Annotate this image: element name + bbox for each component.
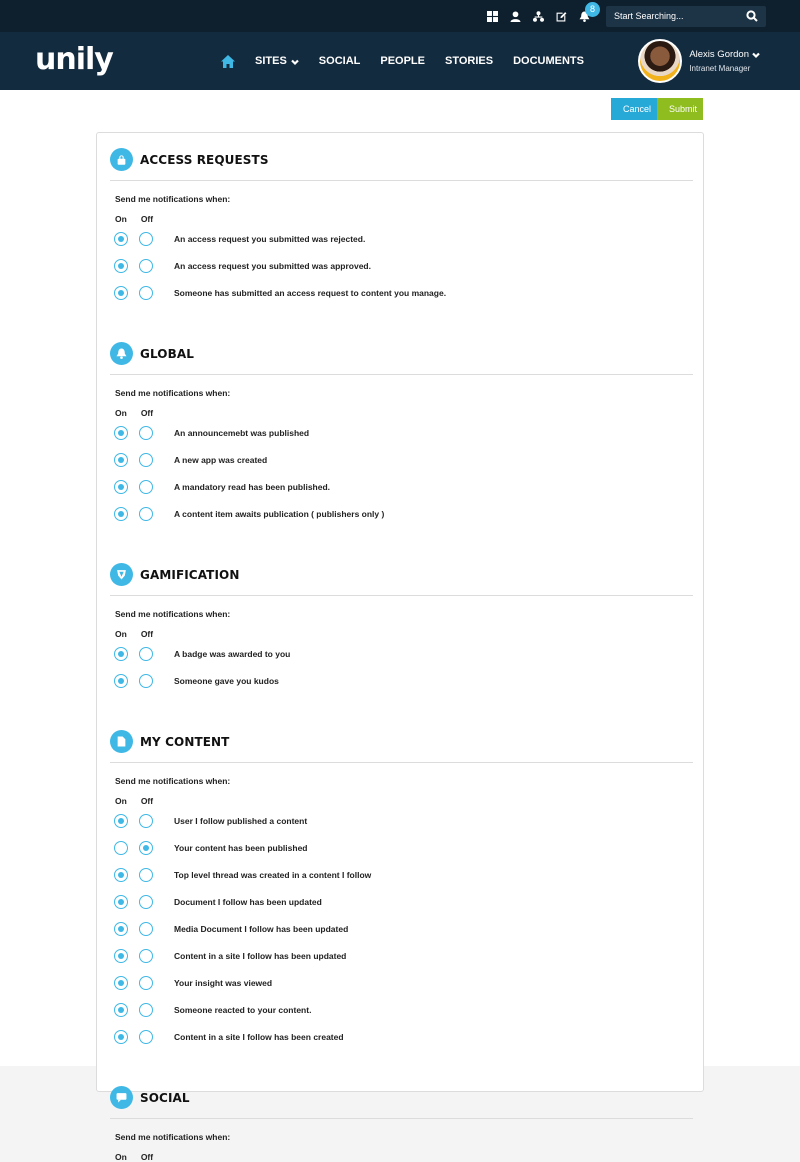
send-me-label: Send me notifications when:	[115, 1132, 231, 1142]
notification-row	[114, 507, 674, 521]
submit-button[interactable]: Submit	[657, 98, 703, 120]
on-radio[interactable]	[114, 949, 128, 963]
section-header	[110, 148, 269, 171]
notification-label: An announcemebt was published	[174, 428, 310, 438]
notification-row	[114, 286, 674, 300]
on-radio[interactable]	[114, 814, 128, 828]
section-header	[110, 1086, 190, 1109]
notification-row	[114, 480, 674, 494]
grid-icon[interactable]	[487, 11, 498, 22]
section-title: GLOBAL	[140, 346, 194, 361]
on-off-header	[115, 629, 153, 639]
off-radio[interactable]	[139, 507, 153, 521]
off-radio[interactable]	[139, 674, 153, 688]
on-label: On	[115, 796, 127, 806]
nav-item-stories[interactable]: STORIES	[444, 55, 494, 67]
on-radio[interactable]	[114, 895, 128, 909]
section-divider	[110, 762, 693, 763]
off-radio[interactable]	[139, 259, 153, 273]
notification-row	[114, 426, 674, 440]
on-radio[interactable]	[114, 259, 128, 273]
notification-label: Someone has submitted an access request to content you manage.	[174, 288, 447, 298]
user-icon[interactable]	[510, 11, 521, 22]
notification-row	[114, 868, 674, 882]
off-label: Off	[140, 796, 154, 806]
notification-row	[114, 814, 674, 828]
profile-text	[689, 49, 760, 73]
notification-row	[114, 922, 674, 936]
on-radio[interactable]	[114, 922, 128, 936]
on-radio[interactable]	[114, 232, 128, 246]
notification-label: Media Document I follow has been updated	[174, 924, 349, 934]
notification-row	[114, 1003, 674, 1017]
on-radio[interactable]	[114, 286, 128, 300]
off-label: Off	[140, 629, 154, 639]
off-radio[interactable]	[139, 286, 153, 300]
notification-row	[114, 232, 674, 246]
on-radio[interactable]	[114, 480, 128, 494]
on-radio[interactable]	[114, 976, 128, 990]
nav-item-social[interactable]: SOCIAL	[318, 55, 361, 67]
off-radio[interactable]	[139, 1030, 153, 1044]
profile-role: Intranet Manager	[689, 64, 751, 73]
search-icon[interactable]	[746, 10, 758, 22]
section-header	[110, 730, 229, 753]
avatar[interactable]	[638, 39, 682, 83]
notification-settings-card	[96, 132, 704, 1162]
nav-items	[221, 32, 584, 90]
off-radio[interactable]	[139, 976, 153, 990]
on-label: On	[115, 629, 127, 639]
off-radio[interactable]	[139, 841, 153, 855]
on-radio[interactable]	[114, 647, 128, 661]
off-radio[interactable]	[139, 480, 153, 494]
notification-label: Content in a site I follow has been updated	[174, 951, 347, 961]
off-radio[interactable]	[139, 895, 153, 909]
chat-icon	[110, 1086, 133, 1109]
on-label: On	[115, 214, 127, 224]
form-actions	[611, 98, 703, 120]
off-label: Off	[140, 1152, 154, 1162]
send-me-label: Send me notifications when:	[115, 194, 231, 204]
home-icon[interactable]	[221, 55, 235, 68]
on-radio[interactable]	[114, 453, 128, 467]
on-label: On	[115, 408, 127, 418]
shield-icon	[110, 563, 133, 586]
off-label: Off	[140, 408, 154, 418]
bell-icon[interactable]	[579, 4, 595, 22]
notification-label: Your content has been published	[174, 843, 308, 853]
section-title: MY CONTENT	[140, 734, 230, 749]
logo-text: unily	[35, 42, 113, 77]
document-icon	[110, 730, 133, 753]
section-title: SOCIAL	[140, 1090, 190, 1105]
unily-logo[interactable]	[35, 42, 113, 77]
notification-label: A badge was awarded to you	[174, 649, 291, 659]
on-off-header	[115, 214, 153, 224]
profile-menu[interactable]	[638, 39, 760, 83]
nav-item-sites[interactable]	[255, 55, 299, 67]
bell-icon	[110, 342, 133, 365]
off-radio[interactable]	[139, 647, 153, 661]
notification-label: Someone gave you kudos	[174, 676, 279, 686]
off-radio[interactable]	[139, 922, 153, 936]
search-box	[606, 6, 766, 27]
off-radio[interactable]	[139, 426, 153, 440]
on-radio[interactable]	[114, 507, 128, 521]
send-me-label: Send me notifications when:	[115, 388, 231, 398]
notification-row	[114, 259, 674, 273]
notification-badge: 8	[585, 2, 600, 17]
nav-item-people[interactable]: PEOPLE	[380, 55, 425, 67]
off-radio[interactable]	[139, 868, 153, 882]
chevron-down-icon	[752, 51, 760, 59]
on-radio[interactable]	[114, 868, 128, 882]
notification-label: Someone reacted to your content.	[174, 1005, 312, 1015]
section-title: GAMIFICATION	[140, 567, 240, 582]
notification-row	[114, 647, 674, 661]
notification-row	[114, 976, 674, 990]
notification-row	[114, 1030, 674, 1044]
profile-name: Alexis Gordon	[689, 49, 749, 60]
on-off-header	[115, 408, 153, 418]
utility-icons	[487, 4, 595, 22]
nav-item-label: SITES	[255, 55, 287, 67]
on-radio[interactable]	[114, 674, 128, 688]
lock-icon	[110, 148, 133, 171]
notification-label: A content item awaits publication ( publishers only )	[174, 509, 385, 519]
notification-label: An access request you submitted was rejected.	[174, 234, 366, 244]
sitemap-icon[interactable]	[533, 11, 544, 22]
on-radio[interactable]	[114, 1003, 128, 1017]
section-title: ACCESS REQUESTS	[140, 152, 269, 167]
on-radio[interactable]	[114, 1030, 128, 1044]
off-radio[interactable]	[139, 232, 153, 246]
on-off-header	[115, 1152, 153, 1162]
profile-name-row[interactable]	[689, 49, 760, 60]
notification-label: A new app was created	[174, 455, 268, 465]
section-divider	[110, 595, 693, 596]
off-radio[interactable]	[139, 814, 153, 828]
notification-row	[114, 841, 674, 855]
section-divider	[110, 1118, 693, 1119]
cancel-button[interactable]: Cancel	[611, 98, 657, 120]
notification-label: Top level thread was created in a content I follow	[174, 870, 372, 880]
section-header	[110, 563, 239, 586]
chevron-down-icon	[291, 57, 299, 65]
utility-bar	[0, 0, 800, 32]
on-radio[interactable]	[114, 426, 128, 440]
nav-item-documents[interactable]: DOCUMENTS	[513, 55, 584, 67]
off-radio[interactable]	[139, 949, 153, 963]
search-input[interactable]	[614, 11, 746, 21]
section-header	[110, 342, 194, 365]
off-label: Off	[140, 214, 154, 224]
notification-label: Document I follow has been updated	[174, 897, 322, 907]
notification-row	[114, 949, 674, 963]
edit-icon[interactable]	[556, 11, 567, 22]
notification-label: Content in a site I follow has been created	[174, 1032, 344, 1042]
section-divider	[110, 180, 693, 181]
notification-row	[114, 674, 674, 688]
notification-label: A mandatory read has been published.	[174, 482, 331, 492]
notification-label: An access request you submitted was approved.	[174, 261, 371, 271]
notification-label: User I follow published a content	[174, 816, 308, 826]
on-off-header	[115, 796, 153, 806]
main-nav	[0, 32, 800, 90]
notification-label: Your insight was viewed	[174, 978, 273, 988]
notification-row	[114, 895, 674, 909]
section-divider	[110, 374, 693, 375]
send-me-label: Send me notifications when:	[115, 609, 231, 619]
notification-row	[114, 453, 674, 467]
off-radio[interactable]	[139, 453, 153, 467]
send-me-label: Send me notifications when:	[115, 776, 231, 786]
off-radio[interactable]	[139, 1003, 153, 1017]
on-label: On	[115, 1152, 127, 1162]
on-radio[interactable]	[114, 841, 128, 855]
